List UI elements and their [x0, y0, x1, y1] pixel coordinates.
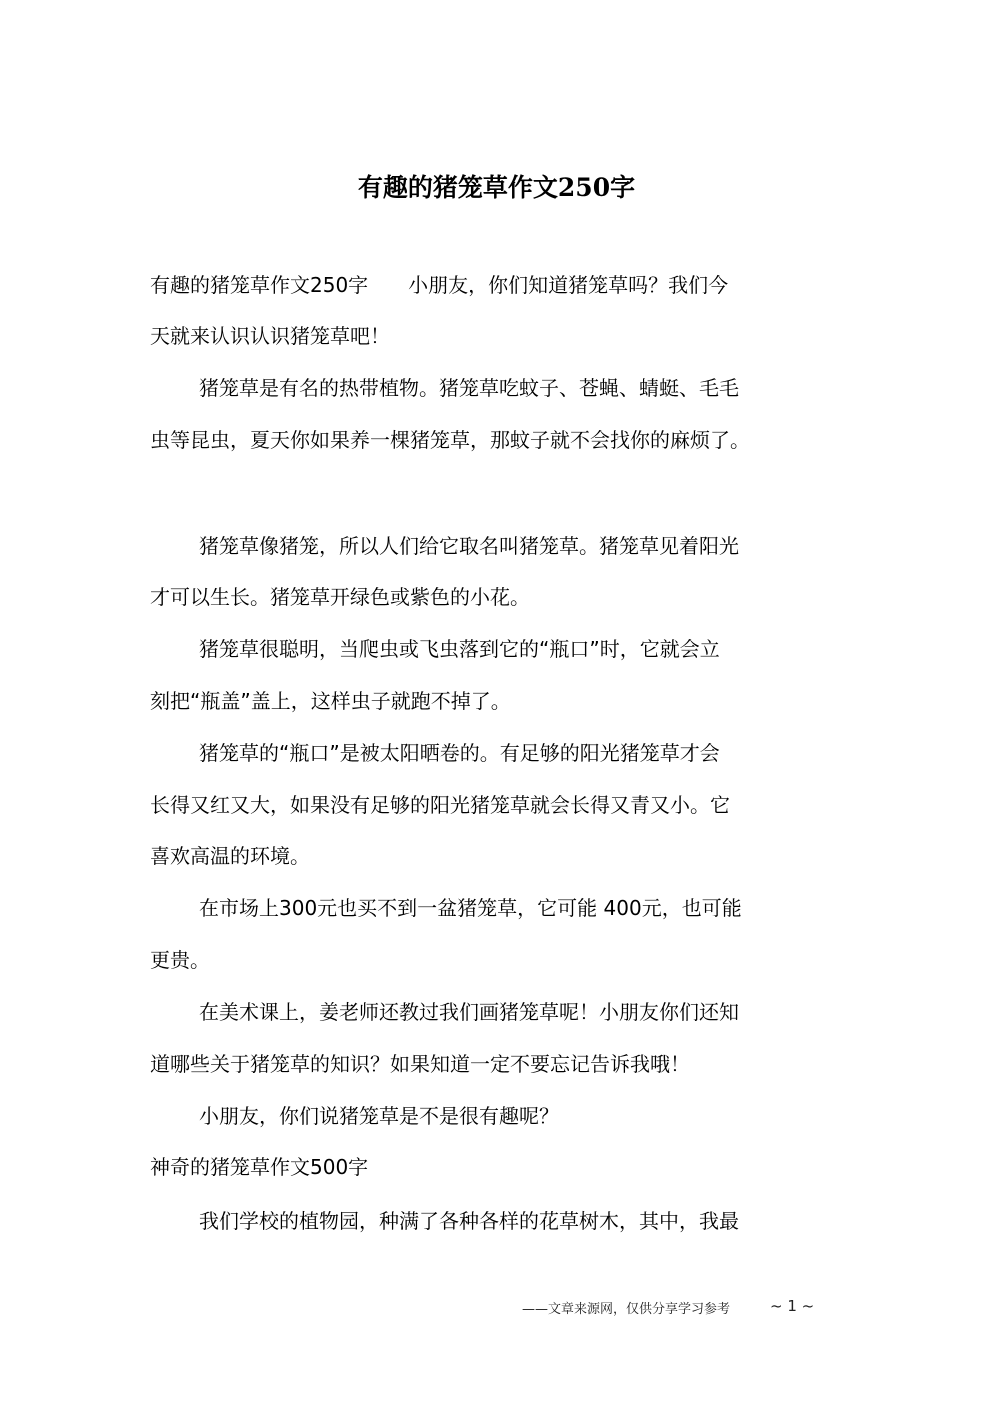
footer-source: ——文章来源网，仅供分享学习参考 — [522, 1302, 731, 1317]
text-line: 猪笼草的“瓶口”是被太阳晒卷的。有足够的阳光猪笼草才会 — [199, 741, 720, 765]
text-line: 虫等昆虫，夏天你如果养一棵猪笼草，那蚊子就不会找你的麻烦了。 — [150, 428, 750, 452]
text-line: 有趣的猪笼草作文250字 小朋友，你们知道猪笼草吗？我们今 — [150, 273, 729, 297]
text-line: 道哪些关于猪笼草的知识？如果知道一定不要忘记告诉我哦！ — [150, 1052, 690, 1076]
text-line: 猪笼草很聪明，当爬虫或飞虫落到它的“瓶口”时，它就会立 — [199, 637, 720, 661]
text-line: 刻把“瓶盖”盖上，这样虫子就跑不掉了。 — [150, 689, 511, 713]
text-line: 小朋友，你们说猪笼草是不是很有趣呢？ — [199, 1104, 559, 1128]
text-line: 神奇的猪笼草作文500字 — [150, 1155, 369, 1179]
text-line: 在美术课上，姜老师还教过我们画猪笼草呢！小朋友你们还知 — [199, 1000, 739, 1024]
text-line: 天就来认识认识猪笼草吧！ — [150, 324, 390, 348]
text-line: 才可以生长。猪笼草开绿色或紫色的小花。 — [150, 585, 530, 609]
text-line: 我们学校的植物园，种满了各种各样的花草树木，其中，我最 — [199, 1209, 739, 1233]
page-number: ~ 1 ~ — [770, 1297, 815, 1315]
text-line: 喜欢高温的环境。 — [150, 844, 310, 868]
text-line: 长得又红又大，如果没有足够的阳光猪笼草就会长得又青又小。它 — [150, 793, 730, 817]
text-line: 猪笼草是有名的热带植物。猪笼草吃蚊子、苍蝇、蜻蜓、毛毛 — [199, 376, 739, 400]
text-line: 猪笼草像猪笼，所以人们给它取名叫猪笼草。猪笼草见着阳光 — [199, 534, 739, 558]
page-title: 有趣的猪笼草作文250字 — [357, 173, 636, 202]
text-line: 在市场上300元也买不到一盆猪笼草，它可能 400元，也可能 — [199, 896, 742, 920]
text-line: 更贵。 — [150, 948, 210, 972]
